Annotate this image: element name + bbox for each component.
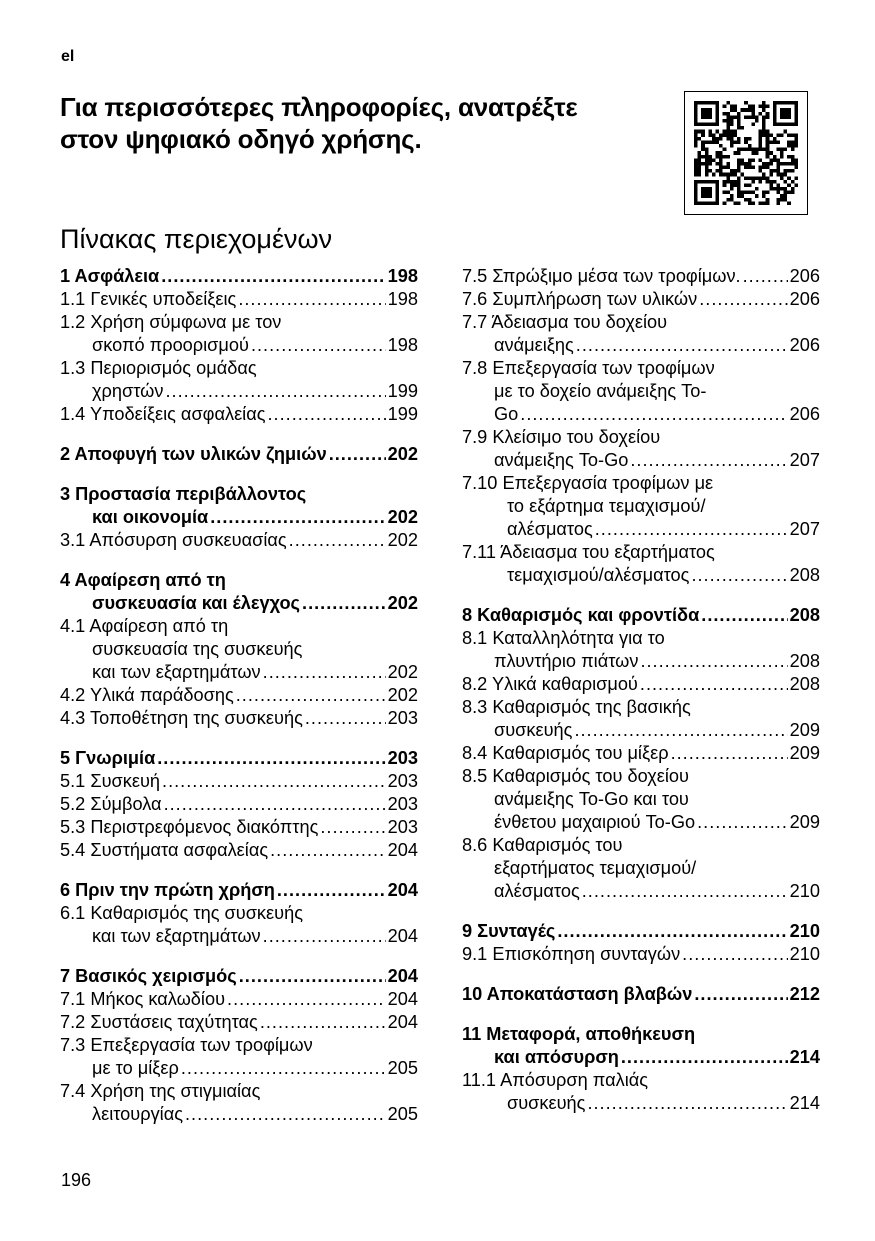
toc-left-column <box>60 265 418 1126</box>
toc-entry-text: 7.7 Άδειασμα του δοχείου <box>462 312 668 332</box>
toc-subsection-entry[interactable] <box>462 311 820 357</box>
toc-entry-text: 1.3 Περιορισμός ομάδας <box>60 358 257 378</box>
toc-entry-text: και απόσυρση <box>494 1047 619 1067</box>
toc-page-number: 208 <box>789 605 820 625</box>
toc-entry-text: συσκευής <box>507 1093 586 1113</box>
dot-leader <box>595 518 788 541</box>
toc-subsection-entry[interactable] <box>60 839 418 862</box>
toc-entry-text: συσκευής <box>494 720 573 740</box>
toc-page-number: 204 <box>387 926 418 946</box>
dot-leader <box>227 988 386 1011</box>
toc-page-number: 208 <box>789 565 820 585</box>
toc-subsection-entry[interactable] <box>462 472 820 541</box>
dot-leader <box>268 403 386 426</box>
toc-subsection-entry[interactable] <box>60 615 418 684</box>
toc-subsection-entry[interactable] <box>60 403 418 426</box>
toc-page-number: 206 <box>789 266 820 286</box>
toc-page-number: 203 <box>387 708 418 728</box>
toc-entry-text: και οικονομία <box>92 507 209 527</box>
toc-entry-text: ένθετου μαχαιριού To-Go <box>494 812 696 832</box>
dot-leader <box>621 1046 788 1069</box>
toc-subsection-entry[interactable] <box>462 742 820 765</box>
toc-subsection-entry[interactable] <box>462 288 820 311</box>
dot-leader <box>251 334 386 357</box>
toc-page-number: 207 <box>789 450 820 470</box>
toc-entry-text: 7.11 Άδειασμα του εξαρτήματος <box>462 542 715 562</box>
toc-section-entry[interactable] <box>60 965 418 988</box>
toc-entry-text: και των εξαρτημάτων <box>92 662 261 682</box>
toc-entry-text: 1.4 Υποδείξεις ασφαλείας <box>60 404 266 424</box>
toc-page-number: 209 <box>789 720 820 740</box>
language-code: el <box>61 48 75 65</box>
toc-subsection-entry[interactable] <box>462 1069 820 1115</box>
dot-leader <box>697 811 788 834</box>
toc-subsection-entry[interactable] <box>462 541 820 587</box>
dot-leader <box>305 707 386 730</box>
dot-leader <box>694 983 787 1006</box>
toc-entry-text: 9 Συνταγές <box>462 921 556 941</box>
dot-leader <box>236 684 386 707</box>
dot-leader <box>630 449 787 472</box>
headline-line-2: στον ψηφιακό οδηγό χρήσης. <box>60 124 422 154</box>
toc-entry-text: 8.3 Καθαρισμός της βασικής <box>462 697 691 717</box>
toc-entry-text: 3 Προστασία περιβάλλοντος <box>60 484 307 504</box>
toc-entry-text: 7.8 Επεξεργασία των τροφίμων <box>462 358 715 378</box>
dot-leader <box>260 1011 386 1034</box>
toc-entry-text: 7.6 Συμπλήρωση των υλικών <box>462 289 698 309</box>
toc-entry-text: 8.6 Καθαρισμός του <box>462 835 623 855</box>
toc-entry-text: 8.2 Υλικά καθαρισμού <box>462 674 638 694</box>
toc-subsection-entry[interactable] <box>60 311 418 357</box>
toc-section-entry[interactable] <box>60 569 418 615</box>
toc-entry-text: 11.1 Απόσυρση παλιάς <box>462 1070 649 1090</box>
toc-subsection-entry[interactable] <box>60 770 418 793</box>
toc-page-number: 204 <box>387 840 418 860</box>
dot-leader <box>640 673 788 696</box>
toc-entry-text: 7.1 Μήκος καλωδίου <box>60 989 226 1009</box>
toc-page-number: 206 <box>789 335 820 355</box>
toc-subsection-entry[interactable] <box>462 426 820 472</box>
toc-entry-text: 7.2 Συστάσεις ταχύτητας <box>60 1012 258 1032</box>
dot-leader <box>270 839 386 862</box>
toc-entry-text: 1 Ασφάλεια <box>60 266 160 286</box>
toc-page-number: 204 <box>387 966 418 986</box>
toc-entry-text: το εξάρτημα τεμαχισμού/ <box>507 496 706 516</box>
toc-section-entry[interactable] <box>60 443 418 466</box>
dot-leader <box>238 288 385 311</box>
toc-subsection-entry[interactable] <box>462 834 820 903</box>
dot-leader <box>165 380 385 403</box>
toc-subsection-entry[interactable] <box>462 265 820 288</box>
dot-leader <box>185 1103 386 1126</box>
toc-title: Πίνακας περιεχομένων <box>60 224 333 254</box>
toc-subsection-entry[interactable] <box>60 357 418 403</box>
toc-subsection-entry[interactable] <box>462 357 820 426</box>
toc-entry-text: αλέσματος <box>507 519 593 539</box>
toc-subsection-entry[interactable] <box>60 988 418 1011</box>
toc-section-entry[interactable] <box>60 879 418 902</box>
dot-leader <box>302 592 386 615</box>
toc-section-entry[interactable] <box>462 604 820 627</box>
toc-entry-text: με το δοχείο ανάμειξης To- <box>494 381 707 401</box>
toc-subsection-entry[interactable] <box>462 765 820 834</box>
toc-page-number: 206 <box>789 289 820 309</box>
dot-leader <box>587 1092 787 1115</box>
toc-entry-text: 5.3 Περιστρεφόμενος διακόπτης <box>60 817 319 837</box>
dot-leader <box>164 793 386 816</box>
toc-subsection-entry[interactable] <box>60 1034 418 1080</box>
toc-page-number: 199 <box>387 381 418 401</box>
toc-page-number: 204 <box>387 880 418 900</box>
toc-entry-text: 10 Αποκατάσταση βλαβών <box>462 984 693 1004</box>
toc-entry-text: συσκευασία και έλεγχος <box>92 593 301 613</box>
dot-leader <box>582 880 788 903</box>
page-number: 196 <box>61 1170 92 1190</box>
dot-leader <box>181 1057 386 1080</box>
toc-entry-text: 5.1 Συσκευή <box>60 771 161 791</box>
toc-page-number: 209 <box>789 743 820 763</box>
toc-entry-text: 7.10 Επεξεργασία τροφίμων με <box>462 473 714 493</box>
dot-leader <box>210 506 385 529</box>
toc-entry-text: εξαρτήματος τεμαχισμού/ <box>494 858 697 878</box>
toc-page-number: 214 <box>789 1093 820 1113</box>
toc-entry-text: 11 Μεταφορά, αποθήκευση <box>462 1024 696 1044</box>
toc-entry-text: 6 Πριν την πρώτη χρήση <box>60 880 275 900</box>
toc-entry-text: με το μίξερ <box>92 1058 179 1078</box>
dot-leader <box>557 920 787 943</box>
toc-entry-text: λειτουργίας <box>92 1104 183 1124</box>
toc-page-number: 208 <box>789 674 820 694</box>
toc-subsection-entry[interactable] <box>462 943 820 966</box>
toc-subsection-entry[interactable] <box>60 529 418 552</box>
toc-entry-text: 3.1 Απόσυρση συσκευασίας <box>60 530 287 550</box>
toc-page-number: 207 <box>789 519 820 539</box>
toc-entry-text: 8 Καθαρισμός και φροντίδα <box>462 605 700 625</box>
toc-entry-text: ανάμειξης <box>494 335 574 355</box>
dot-leader <box>671 742 788 765</box>
toc-page-number: 202 <box>387 444 418 464</box>
toc-entry-text: 6.1 Καθαρισμός της συσκευής <box>60 903 303 923</box>
toc-entry-text: και των εξαρτημάτων <box>92 926 261 946</box>
dot-leader <box>263 925 386 948</box>
toc-entry-text: συσκευασία της συσκευής <box>92 639 303 659</box>
toc-entry-text: 4.2 Υλικά παράδοσης <box>60 685 234 705</box>
dot-leader <box>682 943 787 966</box>
toc-entry-text: ανάμειξης To-Go και του <box>494 789 689 809</box>
toc-entry-text: 4.1 Αφαίρεση από τη <box>60 616 229 636</box>
dot-leader <box>701 604 787 627</box>
dot-leader <box>576 334 788 357</box>
toc-page-number: 198 <box>387 335 418 355</box>
dot-leader <box>239 965 386 988</box>
toc-entry-text: 8.4 Καθαρισμός του μίξερ <box>462 743 669 763</box>
toc-page-number: 202 <box>387 685 418 705</box>
toc-subsection-entry[interactable] <box>60 288 418 311</box>
toc-entry-text: 4.3 Τοποθέτηση της συσκευής <box>60 708 303 728</box>
toc-page-number: 210 <box>789 881 820 901</box>
dot-leader <box>289 529 386 552</box>
toc-page-number: 203 <box>387 817 418 837</box>
toc-entry-text: 5 Γνωριμία <box>60 748 156 768</box>
toc-subsection-entry[interactable] <box>60 1011 418 1034</box>
toc-page-number: 198 <box>387 266 418 286</box>
toc-entry-text: ανάμειξης To-Go <box>494 450 629 470</box>
toc-page-number: 202 <box>387 530 418 550</box>
toc-entry-text: 9.1 Επισκόπηση συνταγών <box>462 944 681 964</box>
toc-entry-text: 4 Αφαίρεση από τη <box>60 570 226 590</box>
toc-subsection-entry[interactable] <box>60 816 418 839</box>
dot-leader <box>161 265 385 288</box>
toc-subsection-entry[interactable] <box>60 902 418 948</box>
toc-section-entry[interactable] <box>462 983 820 1006</box>
dot-leader <box>640 650 787 673</box>
toc-entry-text: αλέσματος <box>494 881 580 901</box>
toc-section-entry[interactable] <box>60 265 418 288</box>
toc-entry-text: 7.5 Σπρώξιμο μέσα των τροφίμων. <box>462 266 741 286</box>
toc-subsection-entry[interactable] <box>60 707 418 730</box>
toc-page-number: 212 <box>789 984 820 1004</box>
toc-entry-text: 7.4 Χρήση της στιγμιαίας <box>60 1081 261 1101</box>
toc-page-number: 203 <box>387 794 418 814</box>
dot-leader <box>743 265 788 288</box>
toc-entry-text: 8.5 Καθαρισμός του δοχείου <box>462 766 689 786</box>
toc-page-number: 202 <box>387 507 418 527</box>
toc-page-number: 206 <box>789 404 820 424</box>
dot-leader <box>691 564 787 587</box>
toc-subsection-entry[interactable] <box>60 793 418 816</box>
toc-subsection-entry[interactable] <box>462 627 820 673</box>
toc-subsection-entry[interactable] <box>462 673 820 696</box>
dot-leader <box>277 879 386 902</box>
toc-entry-text: τεμαχισμού/αλέσματος <box>507 565 690 585</box>
dot-leader <box>157 747 385 770</box>
toc-page-number: 198 <box>387 289 418 309</box>
toc-section-entry[interactable] <box>60 483 418 529</box>
toc-entry-text: 1.1 Γενικές υποδείξεις <box>60 289 237 309</box>
toc-page-number: 205 <box>387 1058 418 1078</box>
toc-entry-text: χρηστών <box>92 381 164 401</box>
toc-page-number: 199 <box>387 404 418 424</box>
toc-entry-text: 8.1 Καταλληλότητα για το <box>462 628 665 648</box>
toc-entry-text: 5.4 Συστήματα ασφαλείας <box>60 840 269 860</box>
toc-subsection-entry[interactable] <box>60 684 418 707</box>
toc-right-column <box>462 265 820 1115</box>
toc-subsection-entry[interactable] <box>60 1080 418 1126</box>
qr-code-icon <box>694 101 798 205</box>
toc-page-number: 205 <box>387 1104 418 1124</box>
toc-section-entry[interactable] <box>462 1023 820 1069</box>
toc-entry-text: 2 Αποφυγή των υλικών ζημιών <box>60 444 327 464</box>
dot-leader <box>699 288 787 311</box>
toc-page-number: 202 <box>387 593 418 613</box>
toc-entry-text: Go <box>494 404 519 424</box>
toc-page-number: 203 <box>387 748 418 768</box>
toc-page-number: 202 <box>387 662 418 682</box>
toc-entry-text: 1.2 Χρήση σύμφωνα με τον <box>60 312 282 332</box>
toc-page-number: 208 <box>789 651 820 671</box>
dot-leader <box>162 770 386 793</box>
toc-section-entry[interactable] <box>462 920 820 943</box>
toc-page-number: 209 <box>789 812 820 832</box>
dot-leader <box>520 403 787 426</box>
toc-entry-text: 7.9 Κλείσιμο του δοχείου <box>462 427 661 447</box>
toc-page-number: 214 <box>789 1047 820 1067</box>
dot-leader <box>320 816 385 839</box>
toc-page-number: 203 <box>387 771 418 791</box>
page-headline <box>60 91 680 155</box>
toc-entry-text: πλυντήριο πιάτων <box>494 651 639 671</box>
toc-subsection-entry[interactable] <box>462 696 820 742</box>
headline-line-1: Για περισσότερες πληροφορίες, ανατρέξτε <box>60 92 578 122</box>
toc-page-number: 210 <box>789 944 820 964</box>
toc-entry-text: 7.3 Επεξεργασία των τροφίμων <box>60 1035 313 1055</box>
qr-code <box>684 91 808 215</box>
dot-leader <box>329 443 386 466</box>
dot-leader <box>263 661 386 684</box>
toc-entry-text: 7 Βασικός χειρισμός <box>60 966 237 986</box>
toc-entry-text: 5.2 Σύμβολα <box>60 794 162 814</box>
toc-entry-text: σκοπό προορισμού <box>92 335 249 355</box>
toc-page-number: 204 <box>387 1012 418 1032</box>
toc-page-number: 204 <box>387 989 418 1009</box>
toc-section-entry[interactable] <box>60 747 418 770</box>
toc-page-number: 210 <box>789 921 820 941</box>
dot-leader <box>574 719 787 742</box>
